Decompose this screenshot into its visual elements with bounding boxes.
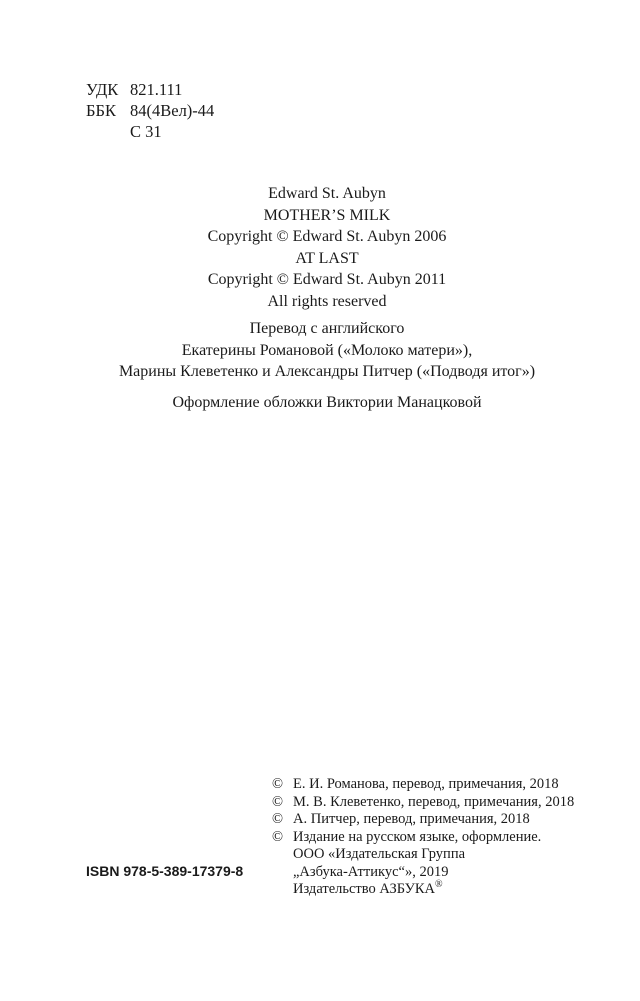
publisher-imprint-name: Издательство АЗБУКА	[293, 881, 435, 897]
publisher-line: „Азбука-Аттикус“», 2019	[293, 863, 449, 880]
copyright-item-text: Е. И. Романова, перевод, примечания, 2018	[293, 776, 559, 792]
copyright-item	[272, 811, 574, 829]
isbn: ISBN 978-5-389-17379-8	[86, 863, 244, 879]
author-name: Edward St. Aubyn	[268, 185, 386, 202]
udk-value: 821.111	[130, 80, 183, 99]
copyright-item-text: Издание на русском языке, оформление.	[293, 828, 542, 845]
udk-row	[86, 79, 214, 100]
publisher-line: ООО «Издательская Группа	[293, 846, 466, 862]
cover-design-credit: Оформление обложки Виктории Манацковой	[172, 394, 482, 411]
udk-label: УДК	[86, 80, 119, 99]
original-title-2: AT LAST	[295, 249, 359, 267]
copyright-symbol: ©	[272, 776, 284, 792]
original-credits	[0, 183, 640, 312]
copyright-item	[272, 794, 574, 812]
bbk-value: 84(4Вел)-44	[130, 101, 215, 120]
author-mark: С 31	[130, 122, 162, 141]
copyright-line-1: Copyright © Edward St. Aubyn 2006	[207, 228, 447, 245]
bbk-row	[86, 100, 214, 121]
copyright-item-text: А. Питчер, перевод, примечания, 2018	[293, 811, 530, 827]
translators-block	[0, 318, 640, 383]
translator-2: Марины Клеветенко и Александры Питчер («Подводя итог»)	[118, 363, 536, 380]
registered-mark: ®	[435, 879, 443, 890]
rights-notice: All rights reserved	[267, 292, 387, 310]
copyright-item	[272, 829, 574, 847]
translator-1: Екатерины Романовой («Молоко матери»),	[181, 341, 473, 359]
copyright-notices	[272, 776, 574, 899]
copyright-symbol: ©	[272, 828, 284, 845]
copyright-item	[272, 776, 574, 794]
copyright-item-text: М. В. Клеветенко, перевод, примечания, 2018	[293, 793, 575, 810]
publisher-imprint	[272, 881, 574, 899]
original-title-1: MOTHER’S MILK	[263, 206, 391, 224]
bbk-label: ББК	[86, 101, 116, 120]
copyright-symbol: ©	[272, 793, 284, 810]
translation-heading: Перевод с английского	[249, 320, 405, 337]
copyright-line-2: Copyright © Edward St. Aubyn 2011	[207, 271, 447, 288]
classification-block	[86, 79, 214, 142]
copyright-symbol: ©	[272, 811, 284, 827]
